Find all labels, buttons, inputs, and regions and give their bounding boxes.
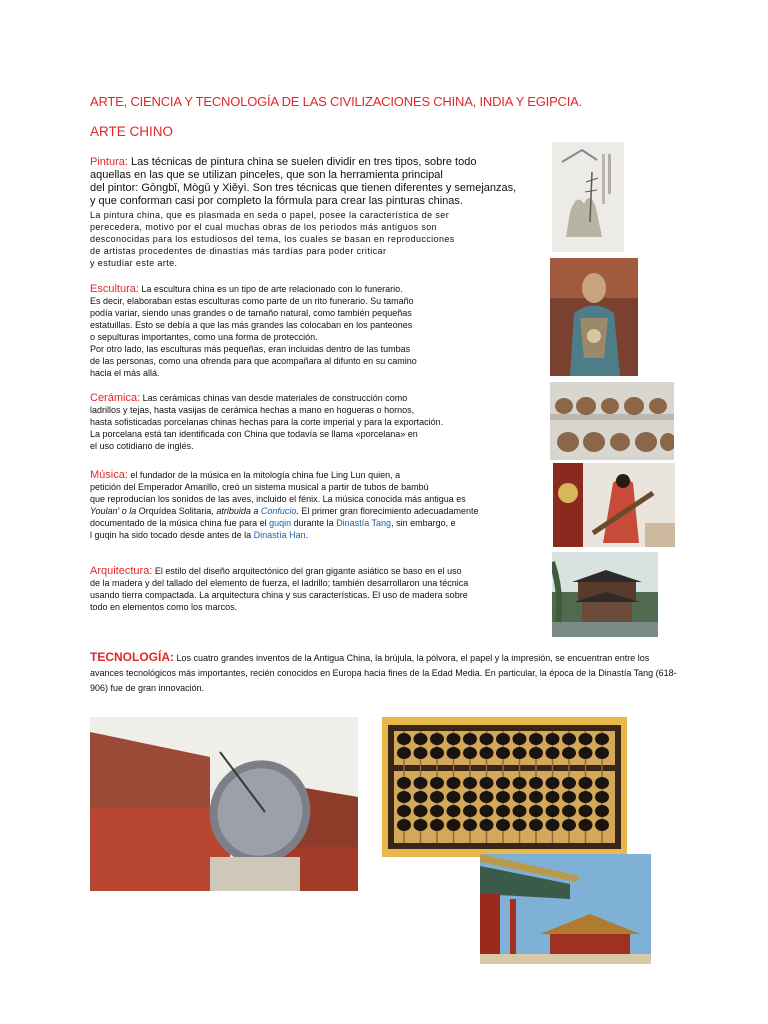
ceramica-paragraph: Cerámica: Las cerámicas chinas van desde materiales de construcción como ladrillos y tejas, hasta vasijas de cerámica hechas a mano en hogueras o hornos, hasta sofisticadas porcelanas chinas hechas para la corte imperial y para la exportación. La porcelana está tan identificada con China que todavía se llama «porcelana» en el uso cotidiano de inglés. xyxy=(90,392,444,451)
pintura-paragraph: Pintura: Las técnicas de pintura china se suelen dividir en tres tipos, sobre todo aquellas en las que se utilizan pinceles, que son la herramienta principal del pintor: Gōngbǐ, Mògǔ y Xiěyì. Son tres técnicas que tienen diferentes y semejanzas, y que conforman casi por completo la fórmula para crear las pinturas chinas. xyxy=(90,156,517,207)
sculpture-image xyxy=(550,258,638,376)
arquitectura-paragraph: Arquitectura: El estilo del diseño arquitectónico del gran gigante asiático se baso en el uso de la madera y del tallado del elemento de fuerza, el ladrillo; también desarrollaron una técnica usando tierra compactada. La arquitectura china y sus características. El uso de madera sobre todo en elementos como los marcos. xyxy=(90,565,469,612)
musica-label: Música: xyxy=(90,469,128,481)
escultura-label: Escultura: xyxy=(90,283,139,295)
link-confucio[interactable]: Confucio xyxy=(260,506,297,516)
tecnologia-label: TECNOLOGÍA: xyxy=(90,650,174,664)
tecnologia-paragraph: TECNOLOGÍA: Los cuatro grandes inventos de la Antigua China, la brújula, la pólvora, el papel y la impresión, se encuentran entre los avances tecnológicos más importantes, recién conocidos en Europa hacia fines de la Edad Media. En particular, la época de la Dinastía Tang (618-906) fue de gran innovación. xyxy=(90,650,677,693)
architecture-image xyxy=(552,552,658,637)
painting-image xyxy=(552,142,624,252)
sundial-image xyxy=(90,717,358,891)
document-title: ARTE, CIENCIA Y TECNOLOGÍA DE LAS CIVILIZACIONES CHINA, INDIA Y EGIPCIA. xyxy=(90,94,583,109)
arquitectura-label: Arquitectura: xyxy=(90,565,153,577)
pintura-paragraph-cont: La pintura china, que es plasmada en seda o papel, posee la característica de ser perecedera, motivo por el cual muchas obras de los periodos más antiguos son desconocidas para los estudiosos del tema, los cuales se basan en reproducciones de artistas procedentes de dinastías más tardías para poder criticar y estudiar este arte. xyxy=(90,210,455,268)
abacus-image xyxy=(382,717,627,857)
section-heading: ARTE CHINO xyxy=(90,124,174,139)
link-dinastia-han[interactable]: Dinastía Han xyxy=(253,530,306,540)
ceramica-label: Cerámica: xyxy=(90,392,141,404)
escultura-paragraph: Escultura: La escultura china es un tipo de arte relacionado con lo funerario. Es decir, elaboraban estas esculturas como parte de un rito funerario. Su tamaño podía variar, siendo unas grandes o de tamaño natural, como también pequeñas estatuillas. Esto se debía a que las más grandes las colocaban en los panteones o sepulturas importantes, como una forma de protección. Por otro lado, las esculturas más pequeñas, eran incluidas dentro de las tumbas de las personas, como una ofrenda para que acompañara al difunto en su camino hacia el más allá. xyxy=(90,283,417,378)
link-dinastia-tang[interactable]: Dinastía Tang xyxy=(336,518,392,528)
music-image xyxy=(553,463,675,547)
ceramics-image xyxy=(550,382,674,460)
link-guqin[interactable]: guqin xyxy=(269,518,292,528)
musica-paragraph: Música: el fundador de la música en la mitología china fue Ling Lun quien, a petición del Emperador Amarillo, creó un sistema musical a partir de tubos de bambú que reproducían los sonidos de las aves, incluido el fénix. La música conocida más antigua es Youlan' o la Orquídea Solitaria, atribuida a Confucio. El primer gran florecimiento adecuadamente documentado de la música china fue para el guqin durante la Dinastía Tang, sin embargo, e l guqin ha sido tocado desde antes de la Dinastía Han. xyxy=(90,469,479,540)
palace-image xyxy=(480,854,651,964)
pintura-label: Pintura: xyxy=(90,156,128,168)
